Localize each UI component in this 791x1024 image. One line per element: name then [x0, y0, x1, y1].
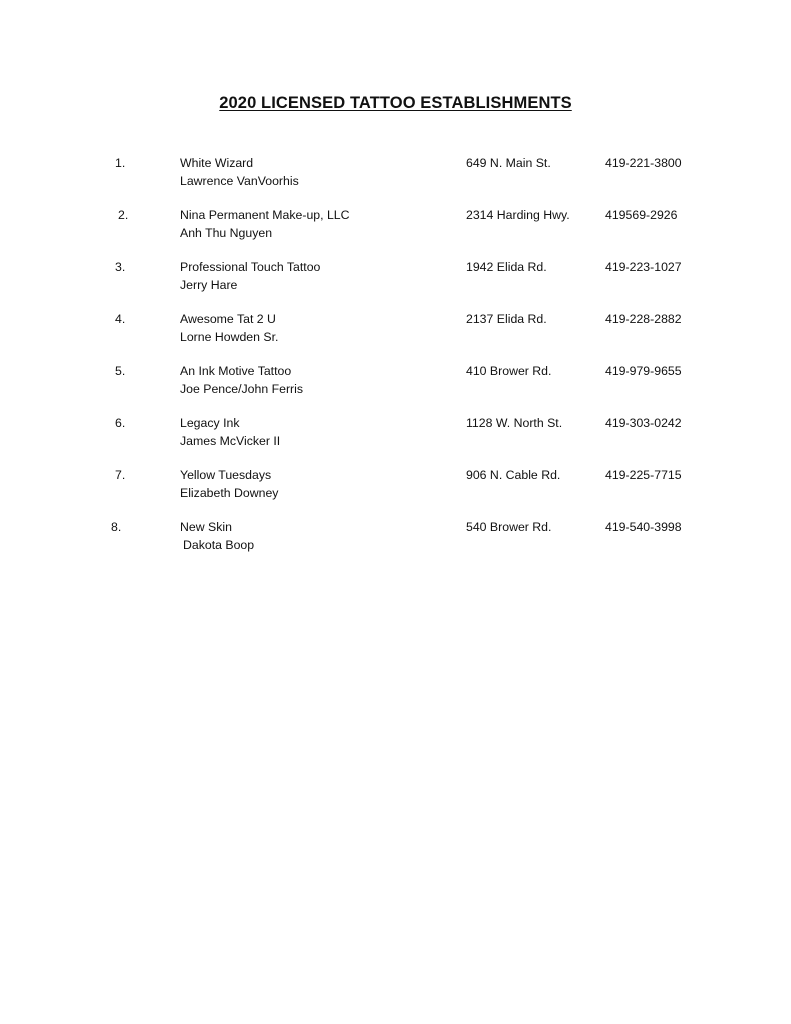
establishment-phone: 419-223-1027	[605, 260, 682, 274]
establishment-name: New Skin	[180, 520, 232, 534]
establishment-contact: Elizabeth Downey	[180, 486, 279, 500]
item-number: 3.	[115, 260, 126, 274]
establishment-contact: Lorne Howden Sr.	[180, 330, 279, 344]
list-item	[0, 258, 791, 298]
list-item	[0, 310, 791, 350]
item-number: 6.	[115, 416, 126, 430]
establishment-phone: 419-221-3800	[605, 156, 682, 170]
establishment-address: 540 Brower Rd.	[466, 520, 552, 534]
establishment-contact: Jerry Hare	[180, 278, 238, 292]
establishment-phone: 419-303-0242	[605, 416, 682, 430]
establishment-phone: 419-225-7715	[605, 468, 682, 482]
establishment-name: Professional Touch Tattoo	[180, 260, 321, 274]
establishment-contact: James McVicker II	[180, 434, 281, 448]
list-item	[0, 362, 791, 402]
establishment-name: An Ink Motive Tattoo	[180, 364, 292, 378]
establishment-address: 1942 Elida Rd.	[466, 260, 547, 274]
establishment-contact: Anh Thu Nguyen	[180, 226, 273, 240]
item-number: 5.	[115, 364, 126, 378]
item-number: 7.	[115, 468, 126, 482]
establishment-phone: 419-540-3998	[605, 520, 682, 534]
establishment-name: Nina Permanent Make-up, LLC	[180, 208, 350, 222]
list-item	[0, 206, 791, 246]
establishment-address: 410 Brower Rd.	[466, 364, 552, 378]
establishment-address: 2314 Harding Hwy.	[466, 208, 570, 222]
establishment-name: White Wizard	[180, 156, 254, 170]
item-number: 8.	[111, 520, 122, 534]
list-item	[0, 414, 791, 454]
establishment-contact: Joe Pence/John Ferris	[180, 382, 304, 396]
establishment-name: Yellow Tuesdays	[180, 468, 272, 482]
item-number: 1.	[115, 156, 126, 170]
establishment-phone: 419569-2926	[605, 208, 678, 222]
establishment-name: Awesome Tat 2 U	[180, 312, 276, 326]
establishment-phone: 419-979-9655	[605, 364, 682, 378]
list-item	[0, 154, 791, 194]
item-number: 2.	[118, 208, 129, 222]
page-title: 2020 LICENSED TATTOO ESTABLISHMENTS	[219, 94, 572, 112]
item-number: 4.	[115, 312, 126, 326]
establishment-address: 1128 W. North St.	[466, 416, 563, 430]
list-item	[0, 466, 791, 506]
establishment-contact: Dakota Boop	[183, 538, 255, 552]
list-item	[0, 518, 791, 558]
establishment-address: 649 N. Main St.	[466, 156, 551, 170]
establishment-contact: Lawrence VanVoorhis	[180, 174, 299, 188]
establishment-address: 906 N. Cable Rd.	[466, 468, 561, 482]
establishment-address: 2137 Elida Rd.	[466, 312, 547, 326]
establishment-name: Legacy Ink	[180, 416, 240, 430]
establishment-phone: 419-228-2882	[605, 312, 682, 326]
